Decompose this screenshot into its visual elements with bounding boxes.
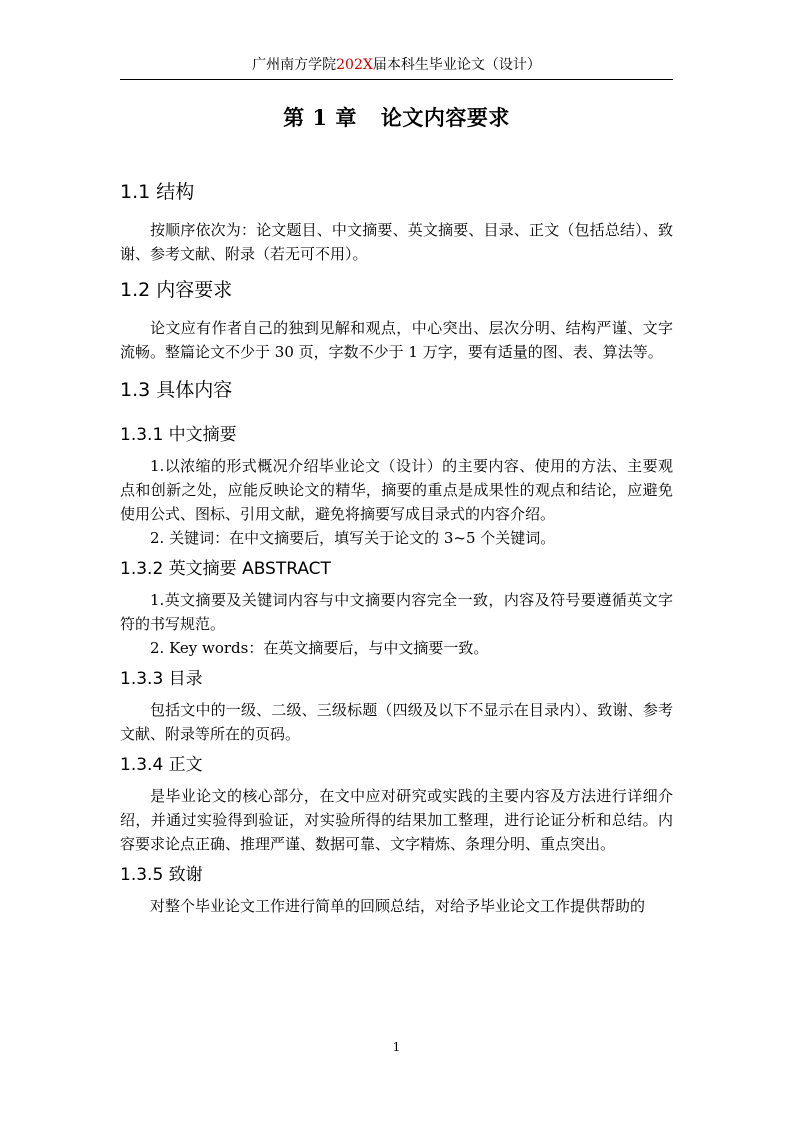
paragraph-main-body: 是毕业论文的核心部分，在文中应对研究或实践的主要内容及方法进行详细介绍，并通过实验得到验证，对实验所得的结果加工整理，进行论证分析和总结。内容要求论点正确、推理严谨、数据可靠、文字精炼、条理分明、重点突出。 <box>120 787 673 853</box>
chapter-name: 论文内容要求 <box>380 105 510 130</box>
subsection-heading-1-3-3: 1.3.3 目录 <box>120 669 203 689</box>
subsection-heading-1-3-2: 1.3.2 英文摘要 ABSTRACT <box>120 559 331 579</box>
paragraph-english-abstract-1: 1.英文摘要及关键词内容与中文摘要内容完全一致，内容及符号要遵循英文字符的书写规范。 <box>120 591 673 633</box>
header-thesis-label: 届本科生毕业论文（设计） <box>372 57 541 73</box>
paragraph-structure: 按顺序依次为：论文题目、中文摘要、英文摘要、目录、正文（包括总结）、致谢、参考文献、附录（若无可不用）。 <box>120 221 673 263</box>
paragraph-chinese-abstract-1: 1.以浓缩的形式概况介绍毕业论文（设计）的主要内容、使用的方法、主要观点和创新之处，应能反映论文的精华，摘要的重点是成果性的观点和结论，应避免使用公式、图标、引用文献，避免将摘要写成目录式的内容介绍。 <box>120 457 673 523</box>
header-institution: 广州南方学院 <box>252 57 337 73</box>
paragraph-chinese-abstract-2: 2. 关键词：在中文摘要后，填写关于论文的 3~5 个关键词。 <box>150 529 556 547</box>
paragraph-table-of-contents: 包括文中的一级、二级、三级标题（四级及以下不显示在目录内）、致谢、参考文献、附录等所在的页码。 <box>120 701 673 743</box>
section-heading-1-3: 1.3 具体内容 <box>120 379 233 401</box>
subsection-heading-1-3-4: 1.3.4 正文 <box>120 755 203 775</box>
chapter-number: 第 1 章 <box>283 105 357 130</box>
running-header <box>120 55 673 80</box>
paragraph-acknowledgements: 对整个毕业论文工作进行简单的回顾总结，对给予毕业论文工作提供帮助的 <box>150 897 646 915</box>
subsection-heading-1-3-1: 1.3.1 中文摘要 <box>120 425 237 445</box>
subsection-heading-1-3-5: 1.3.5 致谢 <box>120 865 203 885</box>
paragraph-english-abstract-2: 2. Key words：在英文摘要后，与中文摘要一致。 <box>150 639 489 657</box>
page-number: 1 <box>392 1040 401 1054</box>
section-heading-1-1: 1.1 结构 <box>120 181 195 203</box>
header-year: 202X <box>336 57 373 73</box>
chapter-content <box>120 178 673 918</box>
paragraph-content-requirements: 论文应有作者自己的独到见解和观点，中心突出、层次分明、结构严谨、文字流畅。整篇论文不少于 30 页，字数不少于 1 万字，要有适量的图、表、算法等。 <box>120 319 673 361</box>
section-heading-1-2: 1.2 内容要求 <box>120 279 233 301</box>
chapter-title <box>120 103 673 133</box>
